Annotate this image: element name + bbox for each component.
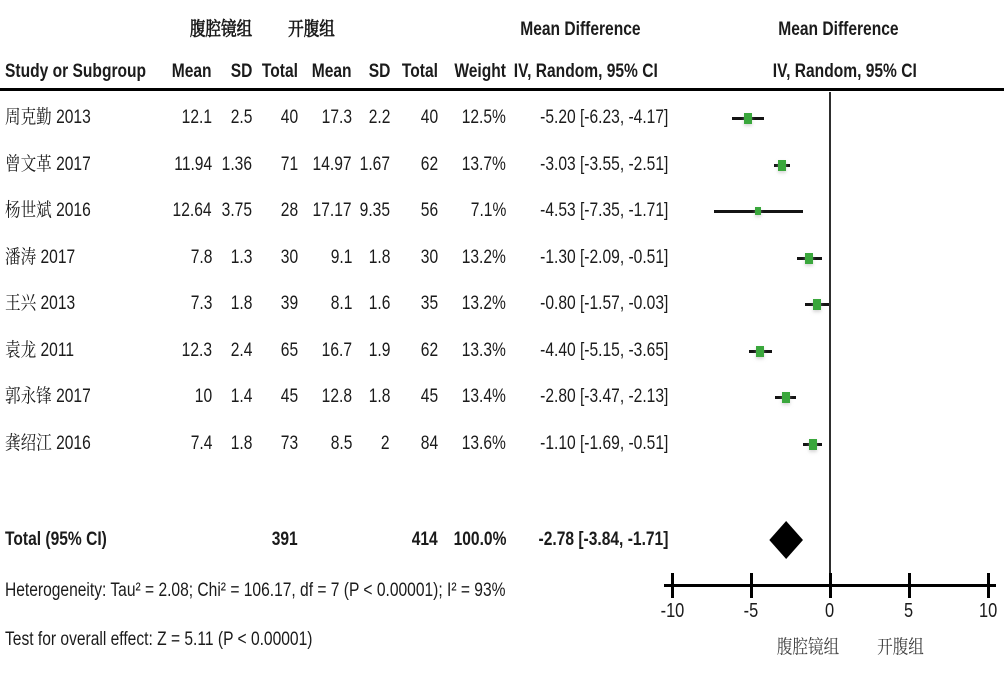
point-estimate-marker: [813, 299, 821, 310]
open-sd: 1.67: [359, 154, 390, 175]
total-row-n-open: 414: [412, 529, 438, 550]
pooled-effect-diamond: [769, 521, 803, 559]
md-ci-text: -0.80 [-1.57, -0.03]: [539, 293, 668, 314]
point-estimate-marker: [755, 207, 761, 215]
study-name: 龚绍江 2016: [5, 433, 91, 454]
laparoscopy-mean: 11.94: [174, 154, 212, 175]
study-name: 王兴 2013: [5, 293, 76, 314]
open-mean: 17.17: [313, 200, 352, 221]
axis-tick-label: -5: [743, 600, 759, 622]
mean-difference-header-right: Mean Difference: [777, 19, 899, 40]
md-ci-text: -5.20 [-6.23, -4.17]: [539, 107, 668, 128]
point-estimate-marker: [756, 346, 764, 357]
column-header-sd-1: SD: [230, 61, 252, 82]
laparoscopy-sd: 1.4: [230, 386, 252, 407]
study-name: 周克勤 2013: [5, 107, 91, 128]
laparoscopy-total: 28: [280, 200, 298, 221]
open-sd: 1.8: [368, 247, 390, 268]
open-total: 35: [420, 293, 438, 314]
md-ci-text: -4.53 [-7.35, -1.71]: [539, 200, 668, 221]
favours-left-label: 腹腔镜组: [776, 637, 840, 658]
laparoscopy-total: 73: [280, 433, 298, 454]
md-ci-text: -2.80 [-3.47, -2.13]: [539, 386, 668, 407]
laparoscopy-sd: 1.36: [221, 154, 252, 175]
open-mean: 12.8: [321, 386, 352, 407]
column-header-study: Study or Subgroup: [5, 61, 147, 82]
header-divider-line: [0, 88, 1004, 91]
point-estimate-marker: [809, 439, 817, 450]
open-sd: 1.9: [368, 340, 390, 361]
laparoscopy-mean: 10: [194, 386, 212, 407]
open-mean: 9.1: [330, 247, 352, 268]
study-name: 郭永锋 2017: [5, 386, 91, 407]
laparoscopy-mean: 12.3: [181, 340, 212, 361]
axis-tick-label: 10: [978, 600, 998, 622]
md-ci-text: -1.30 [-2.09, -0.51]: [539, 247, 668, 268]
laparoscopy-mean: 12.64: [173, 200, 212, 221]
md-ci-text: -3.03 [-3.55, -2.51]: [539, 154, 668, 175]
favours-right-label: 开腹组: [877, 637, 925, 658]
point-estimate-marker: [744, 113, 752, 124]
open-total: 84: [420, 433, 438, 454]
group-header-open: 开腹组: [288, 19, 336, 40]
axis-tick: [750, 573, 753, 598]
total-row-n-laparoscopy: 391: [272, 529, 298, 550]
open-total: 30: [420, 247, 438, 268]
column-header-total-1: Total: [261, 61, 298, 82]
column-header-total-2: Total: [401, 61, 438, 82]
study-name: 袁龙 2011: [5, 340, 74, 361]
md-ci-text: -4.40 [-5.15, -3.65]: [539, 340, 668, 361]
weight-value: 13.7%: [461, 154, 506, 175]
open-total: 62: [420, 154, 438, 175]
open-mean: 17.3: [321, 107, 352, 128]
column-header-mean-2: Mean: [312, 61, 352, 82]
open-sd: 2: [381, 433, 390, 454]
weight-value: 13.4%: [461, 386, 506, 407]
weight-value: 13.6%: [461, 433, 506, 454]
laparoscopy-total: 39: [280, 293, 298, 314]
axis-tick: [829, 573, 832, 598]
laparoscopy-sd: 2.4: [230, 340, 252, 361]
laparoscopy-mean: 7.4: [190, 433, 212, 454]
axis-tick: [987, 573, 990, 598]
axis-tick: [671, 573, 674, 598]
weight-value: 13.3%: [461, 340, 506, 361]
open-mean: 8.5: [330, 433, 352, 454]
laparoscopy-sd: 1.3: [230, 247, 252, 268]
open-total: 62: [420, 340, 438, 361]
axis-tick-label: 0: [825, 600, 835, 622]
laparoscopy-total: 30: [280, 247, 298, 268]
study-name: 曾文革 2017: [5, 154, 91, 175]
mean-difference-header-left: Mean Difference: [519, 19, 641, 40]
open-mean: 14.97: [313, 154, 352, 175]
open-total: 40: [420, 107, 438, 128]
total-row-weight: 100.0%: [453, 529, 506, 550]
laparoscopy-total: 40: [280, 107, 298, 128]
total-row-label: Total (95% CI): [5, 529, 107, 550]
open-total: 56: [420, 200, 438, 221]
laparoscopy-sd: 1.8: [230, 293, 252, 314]
open-sd: 1.6: [368, 293, 390, 314]
zero-reference-line: [829, 92, 831, 585]
overall-effect-stats: Test for overall effect: Z = 5.11 (P < 0.00001): [5, 629, 313, 650]
laparoscopy-sd: 3.75: [221, 200, 252, 221]
heterogeneity-stats: Heterogeneity: Tau² = 2.08; Chi² = 106.17, df = 7 (P < 0.00001); I² = 93%: [5, 580, 506, 601]
laparoscopy-mean: 7.8: [190, 247, 212, 268]
open-sd: 1.8: [368, 386, 390, 407]
weight-value: 12.5%: [461, 107, 506, 128]
study-name: 潘涛 2017: [5, 247, 76, 268]
laparoscopy-mean: 12.1: [181, 107, 212, 128]
point-estimate-marker: [778, 160, 786, 171]
open-mean: 8.1: [330, 293, 352, 314]
total-row-ci-text: -2.78 [-3.84, -1.71]: [538, 529, 668, 550]
open-sd: 9.35: [359, 200, 390, 221]
md-ci-text: -1.10 [-1.69, -0.51]: [539, 433, 668, 454]
column-header-ci-plot: IV, Random, 95% CI: [772, 61, 917, 82]
laparoscopy-sd: 1.8: [230, 433, 252, 454]
laparoscopy-mean: 7.3: [190, 293, 212, 314]
column-header-sd-2: SD: [368, 61, 390, 82]
point-estimate-marker: [782, 392, 790, 403]
point-estimate-marker: [805, 253, 813, 264]
weight-value: 13.2%: [461, 293, 506, 314]
open-mean: 16.7: [321, 340, 352, 361]
weight-value: 13.2%: [461, 247, 506, 268]
axis-tick-label: 5: [904, 600, 914, 622]
laparoscopy-total: 65: [280, 340, 298, 361]
axis-tick-label: -10: [660, 600, 684, 622]
axis-tick: [908, 573, 911, 598]
column-header-ci-text: IV, Random, 95% CI: [513, 61, 658, 82]
laparoscopy-total: 45: [280, 386, 298, 407]
weight-value: 7.1%: [470, 200, 506, 221]
group-header-laparoscopy: 腹腔镜组: [189, 19, 253, 40]
study-name: 杨世斌 2016: [5, 200, 91, 221]
open-total: 45: [420, 386, 438, 407]
open-sd: 2.2: [368, 107, 390, 128]
laparoscopy-sd: 2.5: [230, 107, 252, 128]
column-header-mean-1: Mean: [172, 61, 212, 82]
column-header-weight: Weight: [454, 61, 506, 82]
laparoscopy-total: 71: [280, 154, 298, 175]
